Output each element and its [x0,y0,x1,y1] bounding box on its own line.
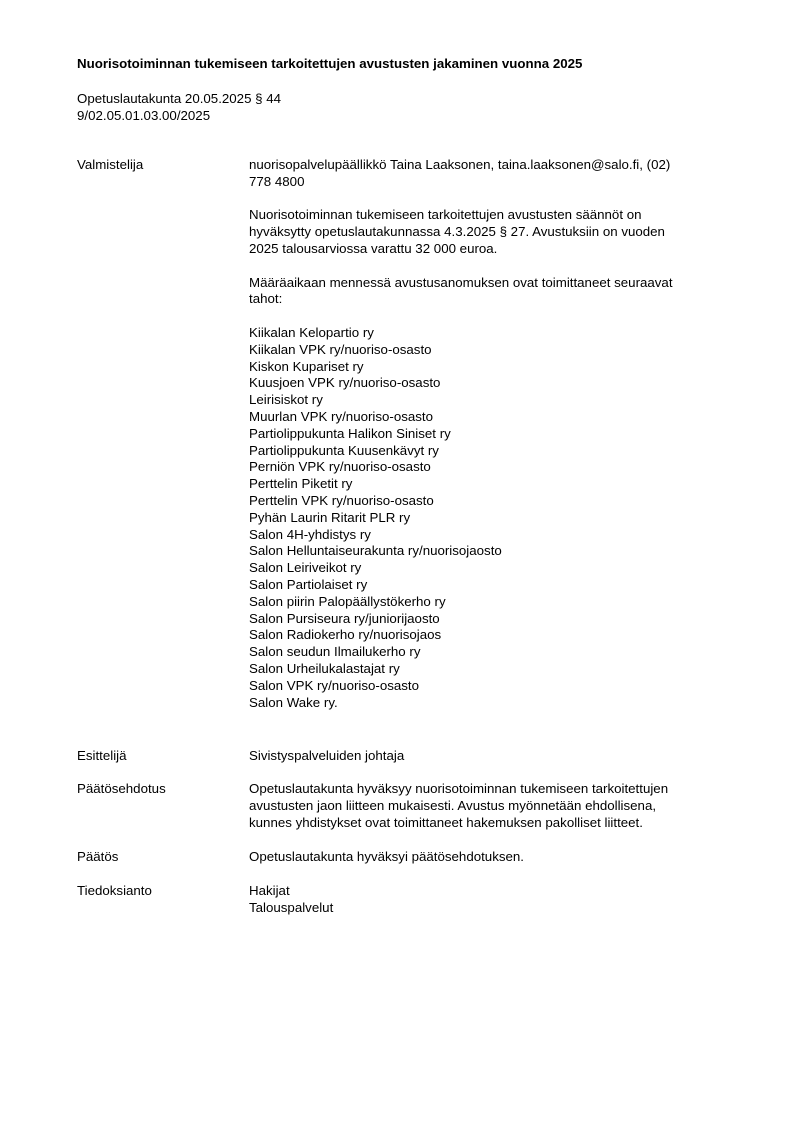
applicant-item: Salon 4H-yhdistys ry [249,526,371,542]
applicant-item: Kiikalan Kelopartio ry [249,324,374,340]
section-content [249,157,717,711]
decision-value: Opetuslautakunta hyväksyi päätösehdotuksen. [249,849,524,864]
applicant-item: Salon Radiokerho ry/nuorisojaos [249,627,442,643]
contact-line: nuorisopalvelupäällikkö Taina Laaksonen, taina.laaksonen@salo.fi, (02) [249,157,671,172]
applicant-item: Pyhän Laurin Ritarit PLR ry [249,509,411,525]
proposal-line: kunnes yhdistykset ovat toimittaneet hakemuksen pakolliset liitteet. [249,814,643,830]
document-title: Nuorisotoiminnan tukemiseen tarkoitettujen avustusten jakaminen vuonna 2025 [77,56,583,71]
section-label: Tiedoksianto [77,883,152,898]
presenter-value: Sivistyspalveluiden johtaja [249,748,405,763]
paragraph-line: 2025 talousarviossa varattu 32 000 euroa. [249,240,498,256]
recipient-item: Hakijat [249,883,290,898]
section-label: Päätösehdotus [77,781,166,796]
applicant-item: Salon Helluntaiseurakunta ry/nuorisojaosto [249,543,502,559]
applicant-item: Partiolippukunta Kuusenkävyt ry [249,442,439,458]
document-meta [77,91,281,125]
proposal-line: Opetuslautakunta hyväksyy nuorisotoiminnan tukemiseen tarkoitettujen [249,781,669,796]
applicant-item: Salon VPK ry/nuoriso-osasto [249,677,419,693]
applicant-item: Kiskon Kupariset ry [249,358,364,374]
section-label: Päätös [77,849,119,864]
applicant-item: Salon Pursiseura ry/juniorijaosto [249,610,440,626]
applicant-item: Partiolippukunta Halikon Siniset ry [249,425,451,441]
record-id: 9/02.05.01.03.00/2025 [77,107,211,123]
paragraph-line: tahot: [249,291,283,307]
paragraph-line: hyväksytty opetuslautakunnassa 4.3.2025 § 27. Avustuksiin on vuoden [249,224,665,240]
applicant-item: Salon Leiriveikot ry [249,560,362,576]
section-content [249,748,717,765]
applicant-item: Kiikalan VPK ry/nuoriso-osasto [249,341,432,357]
applicant-item: Salon seudun Ilmailukerho ry [249,644,421,660]
applicant-item: Salon Partiolaiset ry [249,576,368,592]
applicant-item: Salon piirin Palopäällystökerho ry [249,593,446,609]
recipient-item: Talouspalvelut [249,899,334,915]
paragraph-line: Määräaikaan mennessä avustusanomuksen ovat toimittaneet seuraavat [249,274,673,290]
applicant-item: Perttelin VPK ry/nuoriso-osasto [249,492,434,508]
section-content [249,883,717,917]
applicant-item: Salon Wake ry. [249,694,338,710]
applicant-list [249,325,717,711]
section-label: Esittelijä [77,748,127,763]
meeting-reference: Opetuslautakunta 20.05.2025 § 44 [77,91,282,106]
applicant-item: Perniön VPK ry/nuoriso-osasto [249,459,431,475]
section-label: Valmistelija [77,157,144,172]
proposal-line: avustusten jaon liitteen mukaisesti. Avustus myönnetään ehdollisena, [249,797,657,813]
applicant-item: Salon Urheilukalastajat ry [249,660,400,676]
section-content [249,849,717,866]
applicant-item: Leirisiskot ry [249,392,323,408]
contact-line: 778 4800 [249,173,305,189]
applicant-item: Perttelin Piketit ry [249,476,353,492]
applicant-item: Muurlan VPK ry/nuoriso-osasto [249,408,434,424]
section-content [249,781,717,831]
applicant-item: Kuusjoen VPK ry/nuoriso-osasto [249,375,441,391]
paragraph-line: Nuorisotoiminnan tukemiseen tarkoitettujen avustusten säännöt on [249,207,642,223]
